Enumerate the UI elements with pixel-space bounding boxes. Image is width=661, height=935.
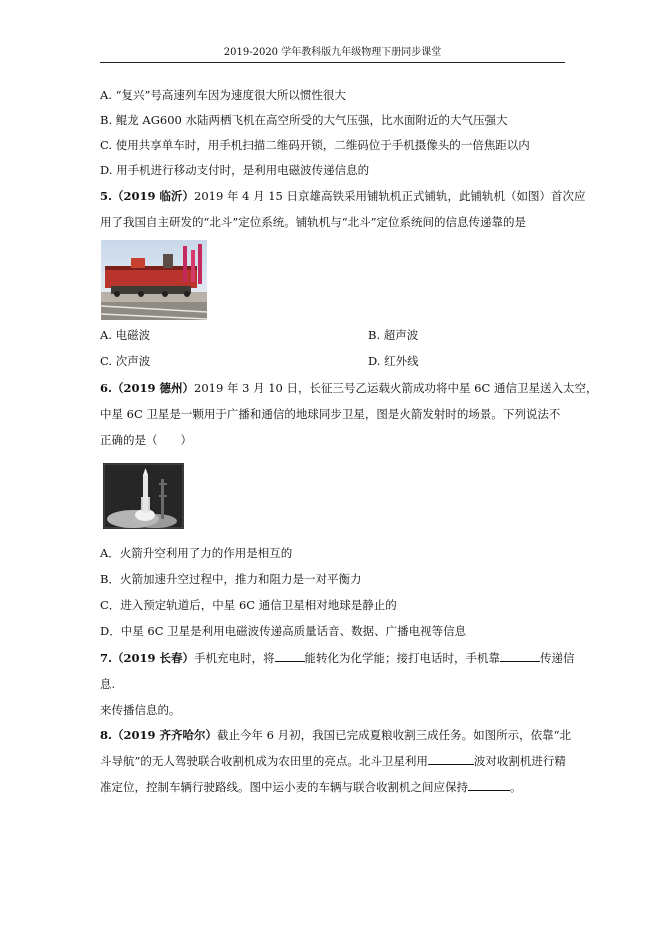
q6-option-d: D．中星 6C 卫星是利用电磁波传递高质量话音、数据、广播电视等信息 [100,624,467,638]
q8-blank-1[interactable] [428,753,474,765]
q7-text-1: 手机充电时，将 [194,651,275,665]
q8-text-3a: 准定位，控制车辆行驶路线。图中运小麦的车辆与联合收割机之间应保持 [100,780,468,794]
q6-option-a: A．火箭升空利用了力的作用是相互的 [100,546,293,560]
q5-source: （2019 临沂） [112,189,195,203]
q8-text-2a: 斗导航”的无人驾驶联合收割机成为农田里的亮点。北斗卫星利用 [100,754,428,768]
q6-number: 6. [100,381,113,395]
q8-blank-2[interactable] [468,779,510,791]
q4-option-c: C. 使用共享单车时，用手机扫描二维码开锁，二维码位于手机摄像头的一倍焦距以内 [100,138,530,152]
q6-source: （2019 德州） [112,381,195,395]
q6-stem-line3: 正确的是（ ） [100,433,192,447]
q5-stem-line1 [100,188,586,204]
rocket-launch-photo [103,463,184,529]
q5-option-c: C. 次声波 [100,354,151,368]
q7-blank-1[interactable] [275,650,305,662]
q7-source: （2019 长春） [112,651,195,665]
q7-stem-line2: 息. [100,677,116,691]
q7-text-2: 能转化为化学能；接打电话时，手机靠 [304,651,501,665]
q4-option-a: A. “复兴”号高速列车因为速度很大所以惯性很大 [100,88,346,102]
q8-stem-line3 [100,779,522,795]
q5-option-a: A. 电磁波 [100,328,151,342]
q8-source: （2019 齐齐哈尔） [112,728,218,742]
q8-stem-line2 [100,753,566,769]
q5-text-1: 2019 年 4 月 15 日京雄高铁采用铺轨机正式铺轨，此铺轨机（如图）首次应 [194,189,586,203]
q7-number: 7. [100,651,113,665]
q7-stem-line1 [100,650,575,666]
q5-option-b: B. 超声波 [368,328,419,342]
q7-text-3: 传递信 [540,651,575,665]
q5-number: 5. [100,189,113,203]
q8-text-3b: 。 [510,780,522,794]
q6-option-c: C．进入预定轨道后，中星 6C 通信卫星相对地球是静止的 [100,598,397,612]
page-header: 2019-2020 学年教科版九年级物理下册同步课堂 [223,47,442,58]
q6-text-1: 2019 年 3 月 10 日，长征三号乙运载火箭成功将中星 6C 通信卫星送入太空， [194,381,598,395]
q5-option-d: D. 红外线 [368,354,419,368]
q8-text-2b: 波对收割机进行精 [473,754,566,768]
q8-text-1: 截止今年 6 月初，我国已完成夏粮收割三成任务。如图所示，依靠“北 [217,728,572,742]
q6-stem-line2: 中星 6C 卫星是一颗用于广播和通信的地球同步卫星，图是火箭发射时的场景。下列说法不 [100,407,561,421]
q5-stem-line2: 用了我国自主研发的“北斗”定位系统。铺轨机与“北斗”定位系统间的信息传递靠的是 [100,215,527,229]
track-laying-machine-photo [101,240,207,320]
header-divider [100,62,565,63]
q4-option-d: D. 用手机进行移动支付时，是利用电磁波传递信息的 [100,163,370,177]
q8-number: 8. [100,728,113,742]
q7-extra-line: 来传播信息的。 [100,703,181,717]
q4-option-b: B. 鲲龙 AG600 水陆两栖飞机在高空所受的大气压强，比水面附近的大气压强大 [100,113,508,127]
q8-stem-line1 [100,727,571,743]
q6-option-b: B．火箭加速升空过程中，推力和阻力是一对平衡力 [100,572,362,586]
q6-stem-line1 [100,380,597,396]
q7-blank-2[interactable] [500,650,540,662]
